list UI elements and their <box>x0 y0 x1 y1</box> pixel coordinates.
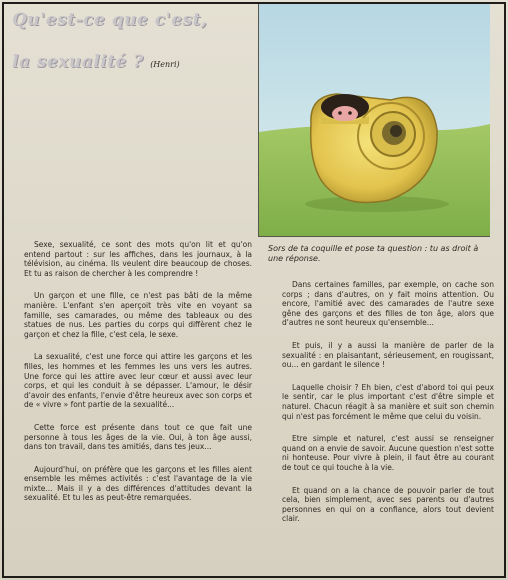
left-paragraph-3: La sexualité, c'est une force qui attire les garçons et les filles, les hommes et les femmes les uns vers les autres. Une force qui les attire avec leur cœur et aussi avec leur corps, et qui les conduit à se dépasser. L'amour, le désir d'avoir des enfants, l'envie d'être heureux avec son corps et de « vivre » font partie de la sexualité... <box>24 352 252 410</box>
left-paragraph-1: Sexe, sexualité, ce sont des mots qu'on lit et qu'on entend partout : sur les affiches, dans les journaux, à la télévision, au cinéma. Ils veulent dire beaucoup de choses. Et tu as raison de chercher à les comprendre ! <box>24 240 252 278</box>
title-line-1: Qu'est-ce que c'est, <box>12 10 208 30</box>
left-paragraph-2: Un garçon et une fille, ce n'est pas bâti de la même manière. L'enfant s'en aperçoit très vite en voyant sa famille, ses camarades, ou même des tableaux ou des statues de nus. Les parties du corps qui diffèrent chez le garçon et chez la fille, c'est cela, le sexe. <box>24 291 252 339</box>
left-paragraph-4: Cette force est présente dans tout ce que fait une personne à tous les âges de la vie. Oui, à ton âge aussi, dans ton travail, dans tes amitiés, dans tes jeux... <box>24 422 252 452</box>
title-line-2-text: la sexualité ? <box>12 52 144 72</box>
right-paragraph-1: Dans certaines familles, par exemple, on cache son corps ; dans d'autres, on y fait moins attention. Ou encore, l'amitié avec des camarades de l'autre sexe gêne des garçons et des filles de ton âge, alors que d'autres ne sont heureux qu'ensemble... <box>282 280 494 328</box>
right-paragraph-4: Etre simple et naturel, c'est aussi se renseigner quand on a envie de savoir. Aucune question n'est sotte ni honteuse. Pour vivre à plein, il faut être au courant de tout ce qui touche à la vie. <box>282 434 494 472</box>
right-paragraph-5: Et quand on a la chance de pouvoir parler de tout cela, bien simplement, avec ses parents ou d'autres personnes en qui on a confiance, alors tout devient clair. <box>282 485 494 524</box>
title-line-2 <box>12 52 180 72</box>
right-paragraph-3: Laquelle choisir ? Eh bien, c'est d'abord toi qui peux le sentir, car le plus important c'est d'être simple et naturel. Chacun réagit à sa manière et suit son chemin qui n'est pas forcément le même que celui du voisin. <box>282 382 494 421</box>
author-name: (Henri) <box>150 60 180 69</box>
left-column <box>24 240 252 516</box>
illustration-caption: Sors de ta coquille et pose ta question : tu as droit à une réponse. <box>268 244 479 263</box>
right-paragraph-2: Et puis, il y a aussi la manière de parler de la sexualité : en plaisantant, sérieusement, en rougissant, ou... en gardant le silence ! <box>282 340 494 370</box>
left-paragraph-5: Aujourd'hui, on préfère que les garçons et les filles aient ensemble les mêmes activités : c'est l'avantage de la vie mixte... Mais il y a des différences d'attitudes devant la sexualité. Et tu les as peut-être remarquées. <box>24 464 252 503</box>
right-column <box>282 280 494 537</box>
snail-shell-child-icon <box>258 4 490 237</box>
